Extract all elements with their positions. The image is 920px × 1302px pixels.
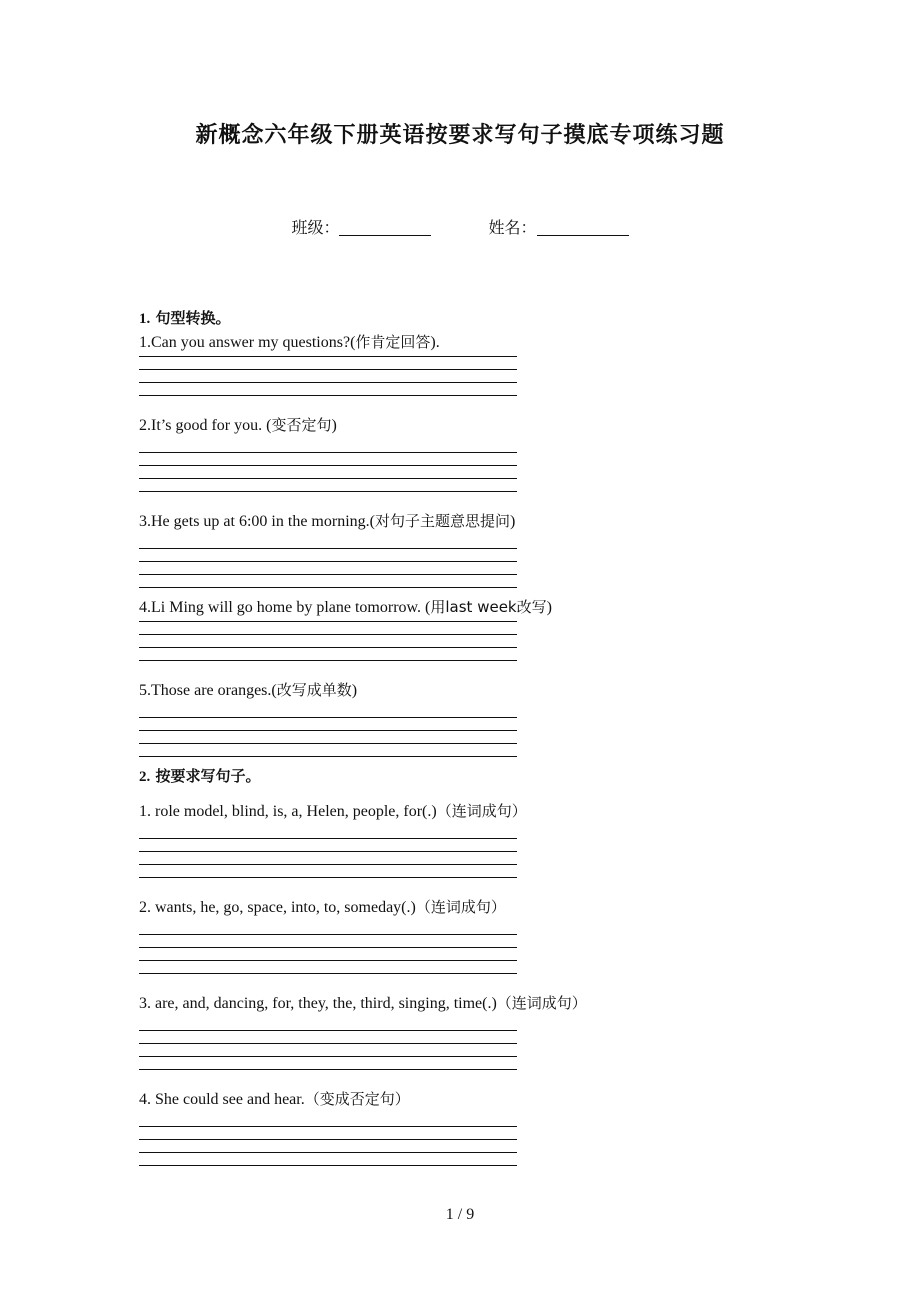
question-tail: ): [546, 599, 552, 616]
answer-line[interactable]: [139, 382, 517, 383]
question: [139, 992, 587, 1013]
answer-line[interactable]: [139, 548, 517, 549]
question-text: 3.He gets up at 6:00 in the morning.(: [139, 513, 375, 530]
question-instruction: （连词成句）: [415, 898, 506, 916]
question: [139, 1088, 410, 1109]
page-number: 1 / 9: [445, 1206, 475, 1223]
question-text: 1. role model, blind, is, a, Helen, people, for(.): [139, 803, 437, 820]
question: [139, 510, 515, 531]
question-instruction: 变否定句: [271, 416, 332, 434]
answer-line[interactable]: [139, 960, 517, 961]
answer-line[interactable]: [139, 478, 517, 479]
answer-line[interactable]: [139, 973, 517, 974]
answer-line[interactable]: [139, 561, 517, 562]
question: [139, 800, 527, 821]
answer-line[interactable]: [139, 934, 517, 935]
question-text: 4.Li Ming will go home by plane tomorrow. (: [139, 599, 431, 616]
answer-line[interactable]: [139, 717, 517, 718]
answer-line[interactable]: [139, 452, 517, 453]
answer-line[interactable]: [139, 647, 517, 648]
section-number: 1.: [139, 311, 151, 327]
answer-line[interactable]: [139, 1152, 517, 1153]
class-label: 班级：: [291, 218, 340, 237]
answer-line[interactable]: [139, 877, 517, 878]
question: [139, 596, 552, 617]
question-instruction: 作肯定回答: [355, 333, 431, 351]
section-title: 按要求写句子。: [155, 767, 261, 785]
answer-line[interactable]: [139, 1165, 517, 1166]
question-tail: ): [351, 682, 358, 699]
name-label: 姓名：: [488, 218, 537, 237]
answer-line[interactable]: [139, 621, 517, 622]
question-tail: ): [509, 513, 516, 530]
section-heading: [139, 765, 261, 786]
answer-line[interactable]: [139, 1139, 517, 1140]
answer-line[interactable]: [139, 1043, 517, 1044]
class-blank[interactable]: [339, 219, 431, 236]
answer-line[interactable]: [139, 660, 517, 661]
question-instruction: （变成否定句）: [304, 1090, 410, 1108]
student-info: [0, 215, 920, 238]
question: [139, 896, 506, 917]
answer-line[interactable]: [139, 1126, 517, 1127]
question-text: 2. wants, he, go, space, into, to, someday(.): [139, 899, 416, 916]
section-title: 句型转换。: [155, 309, 231, 327]
answer-line[interactable]: [139, 743, 517, 744]
class-field: [291, 215, 431, 238]
answer-line[interactable]: [139, 838, 517, 839]
question: [139, 414, 337, 435]
answer-line[interactable]: [139, 1030, 517, 1031]
question-instruction: 对句子主题意思提问: [374, 512, 510, 530]
question-text: 2.It’s good for you. (: [139, 417, 272, 434]
answer-line[interactable]: [139, 851, 517, 852]
question: [139, 679, 357, 700]
section-heading: [139, 307, 231, 328]
name-field: [489, 215, 629, 238]
answer-line[interactable]: [139, 756, 517, 757]
question-instruction: （连词成句）: [436, 802, 527, 820]
answer-line[interactable]: [139, 730, 517, 731]
question-instruction: （连词成句）: [496, 994, 587, 1012]
name-blank[interactable]: [537, 219, 629, 236]
question-tail: ): [331, 417, 337, 434]
answer-line[interactable]: [139, 634, 517, 635]
answer-line[interactable]: [139, 491, 517, 492]
answer-line[interactable]: [139, 356, 517, 357]
question-instruction: 改写成单数: [276, 681, 352, 699]
section-number: 2.: [139, 769, 151, 785]
answer-line[interactable]: [139, 369, 517, 370]
answer-line[interactable]: [139, 1056, 517, 1057]
question-text: 4. She could see and hear.: [139, 1091, 305, 1108]
question-instruction: 用last week改写: [430, 598, 547, 616]
question-text: 1.Can you answer my questions?(: [139, 334, 356, 351]
answer-line[interactable]: [139, 947, 517, 948]
question-text: 5.Those are oranges.(: [139, 682, 277, 699]
question-tail: ).: [430, 334, 440, 351]
page-title: 新概念六年级下册英语按要求写句子摸底专项练习题: [195, 123, 725, 148]
answer-line[interactable]: [139, 1069, 517, 1070]
question: [139, 331, 440, 352]
question-text: 3. are, and, dancing, for, they, the, third, singing, time(.): [139, 995, 497, 1012]
answer-line[interactable]: [139, 574, 517, 575]
answer-line[interactable]: [139, 587, 517, 588]
answer-line[interactable]: [139, 465, 517, 466]
answer-line[interactable]: [139, 395, 517, 396]
answer-line[interactable]: [139, 864, 517, 865]
